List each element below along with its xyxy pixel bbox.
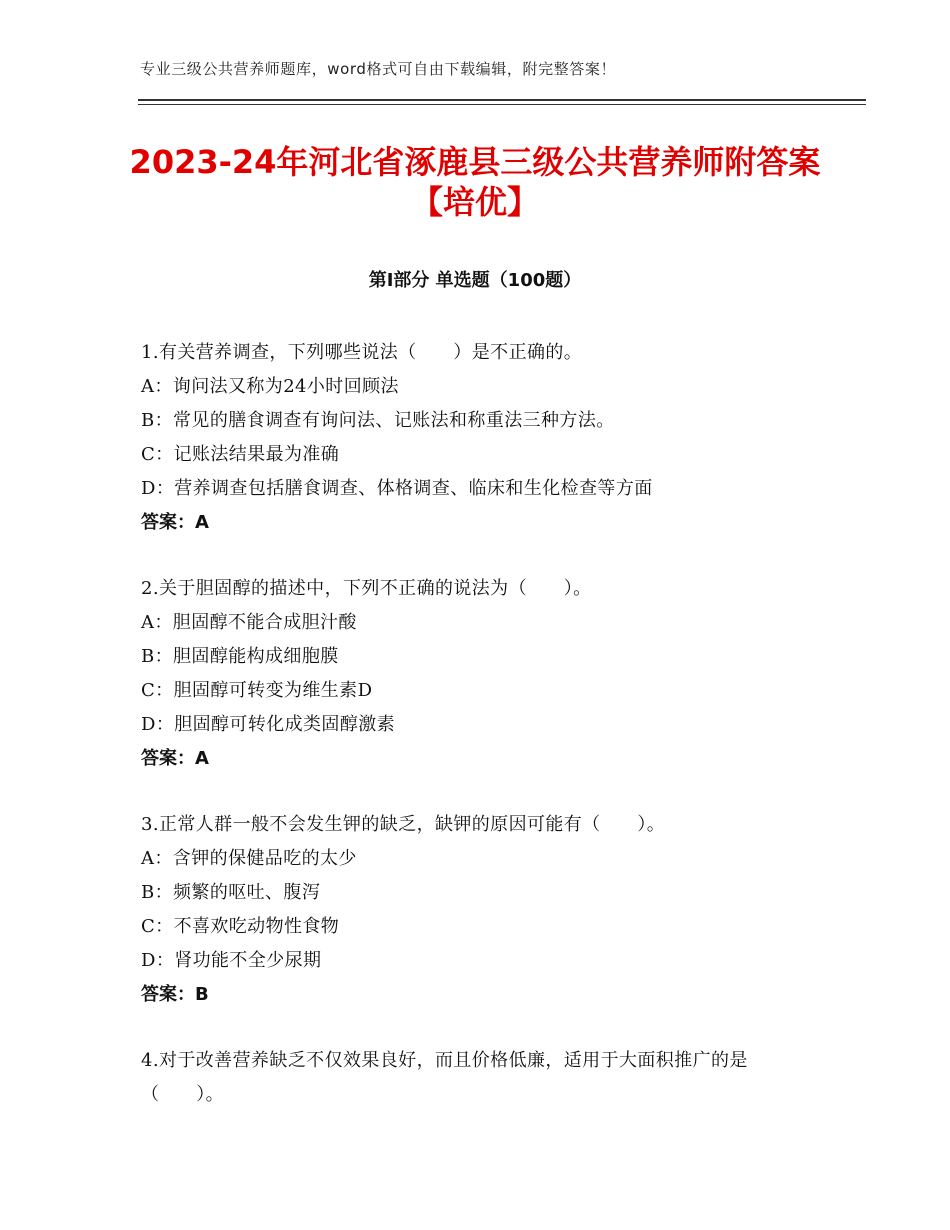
- answer-label: 答案：A: [141, 748, 209, 769]
- document-title: 2023-24年河北省涿鹿县三级公共营养师附答案【培优】: [129, 143, 821, 221]
- option-c: C：记账法结果最为准确: [141, 444, 340, 465]
- section-heading: 第Ⅰ部分 单选题（100题）: [368, 270, 582, 291]
- option-b: B：胆固醇能构成细胞膜: [141, 646, 339, 667]
- question-stem: 2.关于胆固醇的描述中，下列不正确的说法为（ ）。: [141, 578, 592, 599]
- answer-label: 答案：A: [141, 512, 209, 533]
- option-c: C：胆固醇可转变为维生素D: [141, 680, 373, 701]
- header-note: 专业三级公共营养师题库，word格式可自由下载编辑，附完整答案！: [140, 60, 617, 78]
- question-stem: 3.正常人群一般不会发生钾的缺乏，缺钾的原因可能有（ ）。: [141, 814, 666, 835]
- option-a: A：胆固醇不能合成胆汁酸: [141, 612, 357, 633]
- option-c: C：不喜欢吃动物性食物: [141, 916, 340, 937]
- answer-label: 答案：B: [141, 984, 209, 1005]
- option-a: A：含钾的保健品吃的太少: [141, 848, 357, 869]
- header-rule-thin: [138, 104, 866, 105]
- question-list: [141, 336, 821, 1144]
- option-d: D：胆固醇可转化成类固醇激素: [141, 714, 396, 735]
- option-d: D：肾功能不全少尿期: [141, 950, 322, 971]
- option-b: B：常见的膳食调查有询问法、记账法和称重法三种方法。: [141, 410, 615, 431]
- question-1: [141, 336, 821, 540]
- question-stem: 4.对于改善营养缺乏不仅效果良好，而且价格低廉，适用于大面积推广的是（ ）。: [141, 1050, 748, 1105]
- option-a: A：询问法又称为24小时回顾法: [141, 376, 399, 397]
- question-3: [141, 808, 821, 1012]
- header-rule-thick: [138, 99, 866, 101]
- question-2: [141, 572, 821, 776]
- question-4: [141, 1044, 821, 1112]
- question-stem: 1.有关营养调查，下列哪些说法（ ）是不正确的。: [141, 342, 583, 363]
- option-b: B：频繁的呕吐、腹泻: [141, 882, 321, 903]
- option-d: D：营养调查包括膳食调查、体格调查、临床和生化检查等方面: [141, 478, 653, 499]
